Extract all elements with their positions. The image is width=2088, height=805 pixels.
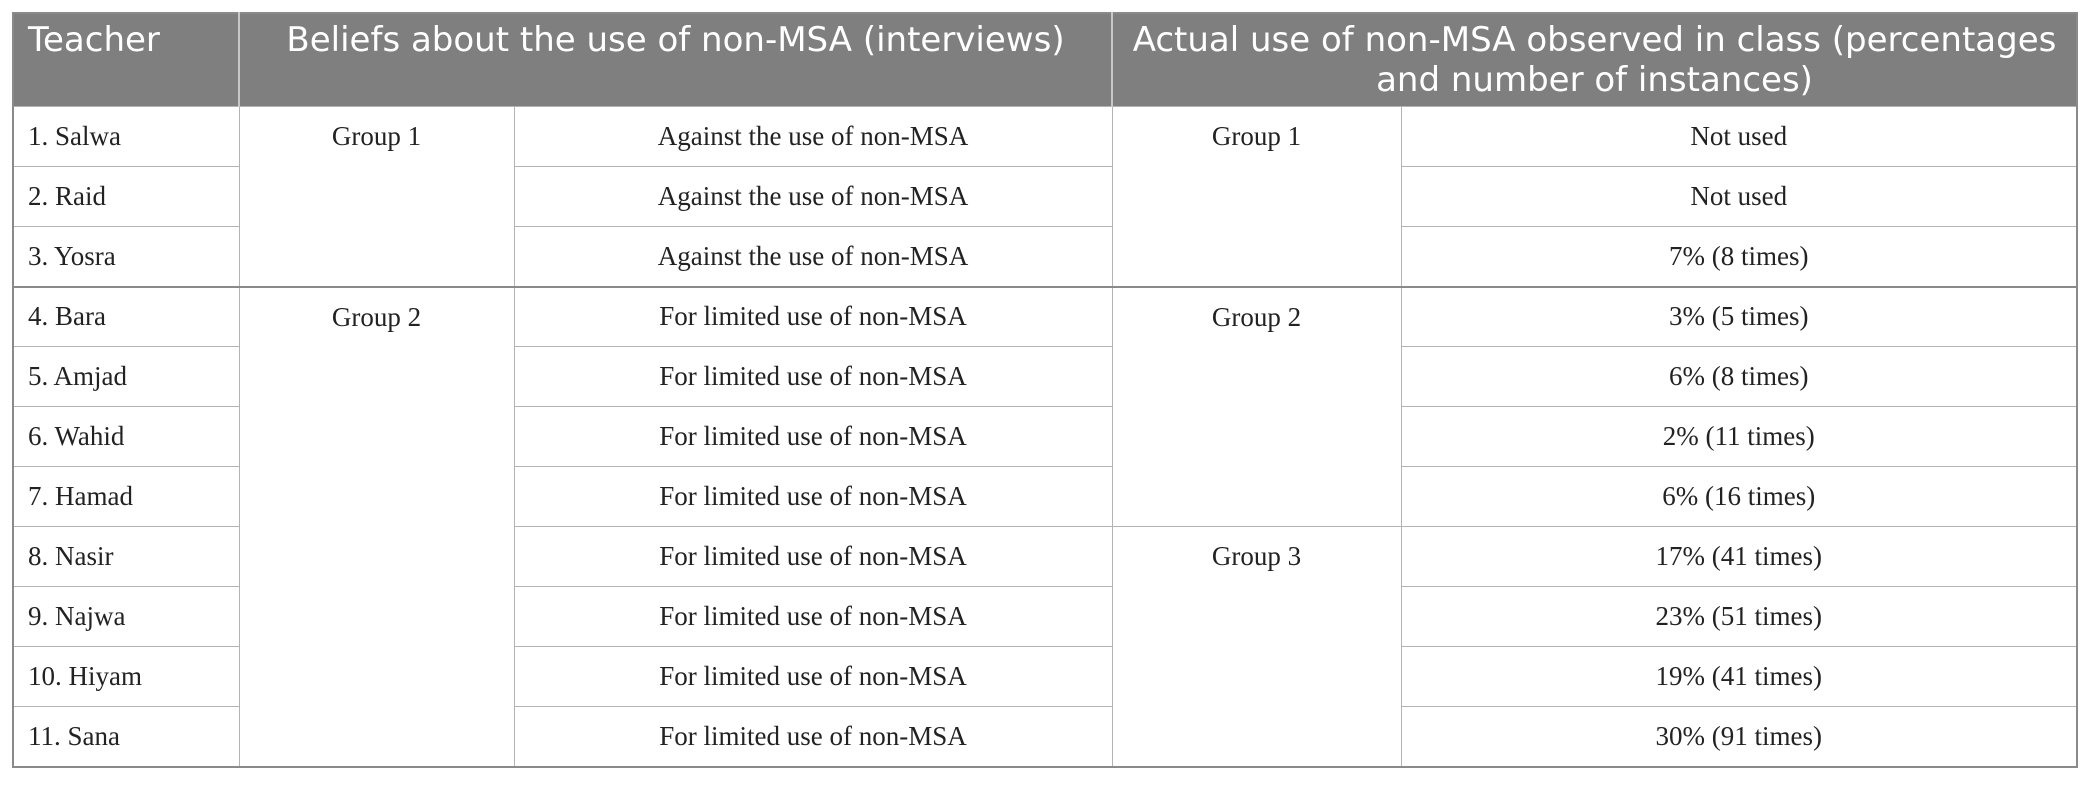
table-row <box>13 287 2077 347</box>
actual-group-cell: Group 1 <box>1112 107 1401 287</box>
actual-use-cell: 6% (16 times) <box>1401 467 2077 527</box>
belief-cell: For limited use of non-MSA <box>514 467 1112 527</box>
header-beliefs: Beliefs about the use of non-MSA (interviews) <box>239 13 1112 107</box>
actual-use-cell: 7% (8 times) <box>1401 227 2077 287</box>
teacher-cell: 10. Hiyam <box>13 647 239 707</box>
actual-use-cell: 2% (11 times) <box>1401 407 2077 467</box>
header-actual-use: Actual use of non-MSA observed in class (percentages and number of instances) <box>1112 13 2077 107</box>
table-body <box>13 107 2077 767</box>
belief-cell: Against the use of non-MSA <box>514 107 1112 167</box>
actual-use-cell: 6% (8 times) <box>1401 347 2077 407</box>
table-header <box>13 13 2077 107</box>
teacher-cell: 9. Najwa <box>13 587 239 647</box>
actual-use-cell: 23% (51 times) <box>1401 587 2077 647</box>
belief-cell: For limited use of non-MSA <box>514 527 1112 587</box>
belief-cell: For limited use of non-MSA <box>514 287 1112 347</box>
teacher-cell: 2. Raid <box>13 167 239 227</box>
teacher-cell: 1. Salwa <box>13 107 239 167</box>
actual-use-cell: 19% (41 times) <box>1401 647 2077 707</box>
teacher-cell: 6. Wahid <box>13 407 239 467</box>
belief-cell: For limited use of non-MSA <box>514 587 1112 647</box>
teacher-cell: 4. Bara <box>13 287 239 347</box>
table-row <box>13 107 2077 167</box>
actual-group-cell: Group 3 <box>1112 527 1401 767</box>
belief-cell: For limited use of non-MSA <box>514 347 1112 407</box>
teacher-cell: 7. Hamad <box>13 467 239 527</box>
table-container <box>12 12 2076 768</box>
header-row <box>13 13 2077 107</box>
belief-cell: Against the use of non-MSA <box>514 167 1112 227</box>
actual-use-cell: Not used <box>1401 167 2077 227</box>
teacher-cell: 5. Amjad <box>13 347 239 407</box>
actual-use-cell: 30% (91 times) <box>1401 707 2077 767</box>
belief-group-cell: Group 2 <box>239 287 514 767</box>
teacher-beliefs-table <box>12 12 2078 768</box>
actual-group-cell: Group 2 <box>1112 287 1401 527</box>
actual-use-cell: 17% (41 times) <box>1401 527 2077 587</box>
teacher-cell: 11. Sana <box>13 707 239 767</box>
belief-group-cell: Group 1 <box>239 107 514 287</box>
teacher-cell: 8. Nasir <box>13 527 239 587</box>
belief-cell: For limited use of non-MSA <box>514 407 1112 467</box>
header-teacher: Teacher <box>13 13 239 107</box>
belief-cell: For limited use of non-MSA <box>514 707 1112 767</box>
teacher-cell: 3. Yosra <box>13 227 239 287</box>
belief-cell: For limited use of non-MSA <box>514 647 1112 707</box>
belief-cell: Against the use of non-MSA <box>514 227 1112 287</box>
actual-use-cell: Not used <box>1401 107 2077 167</box>
actual-use-cell: 3% (5 times) <box>1401 287 2077 347</box>
